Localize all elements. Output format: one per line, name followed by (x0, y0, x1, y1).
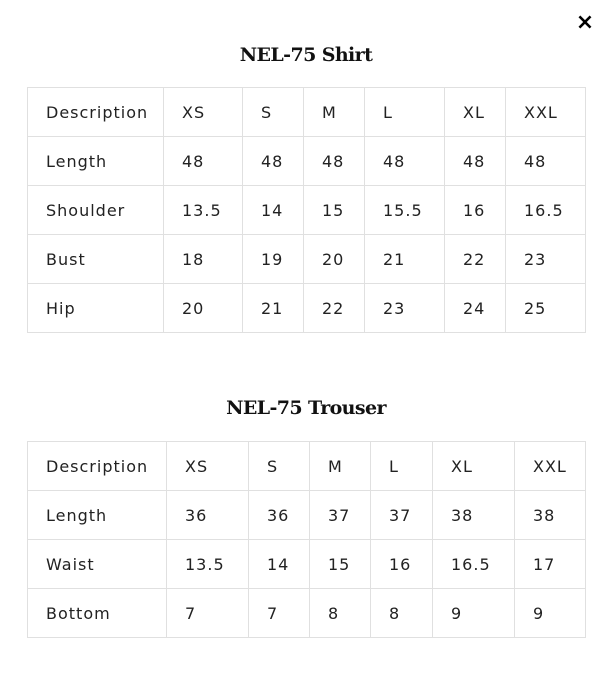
close-icon[interactable]: × (575, 10, 595, 35)
measurement-label-cell: Bottom (28, 589, 167, 638)
measurement-value-cell: 24 (445, 284, 506, 333)
measurement-value-cell: 38 (433, 491, 515, 540)
measurement-value-cell: 48 (164, 137, 243, 186)
measurement-value-cell: 16 (445, 186, 506, 235)
measurement-value-cell: 9 (433, 589, 515, 638)
measurement-value-cell: 8 (310, 589, 371, 638)
header-size-cell: M (310, 442, 371, 491)
measurement-value-cell: 14 (249, 540, 310, 589)
measurement-value-cell: 15 (310, 540, 371, 589)
header-size-cell: XL (445, 88, 506, 137)
measurement-value-cell: 36 (167, 491, 249, 540)
header-description-cell: Description (28, 88, 164, 137)
measurement-value-cell: 21 (243, 284, 304, 333)
header-size-cell: L (371, 442, 433, 491)
measurement-label-cell: Length (28, 491, 167, 540)
measurement-value-cell: 20 (304, 235, 365, 284)
measurement-value-cell: 16 (371, 540, 433, 589)
measurement-value-cell: 23 (365, 284, 445, 333)
header-size-cell: S (243, 88, 304, 137)
trouser-size-table (27, 441, 586, 638)
measurement-value-cell: 13.5 (164, 186, 243, 235)
header-size-cell: XS (164, 88, 243, 137)
table-row (28, 186, 586, 235)
measurement-value-cell: 16.5 (433, 540, 515, 589)
measurement-label-cell: Waist (28, 540, 167, 589)
table-row (28, 540, 586, 589)
table-row (28, 235, 586, 284)
header-size-cell: XL (433, 442, 515, 491)
measurement-value-cell: 48 (506, 137, 586, 186)
measurement-value-cell: 19 (243, 235, 304, 284)
header-description-cell: Description (28, 442, 167, 491)
measurement-value-cell: 48 (445, 137, 506, 186)
table-row (28, 284, 586, 333)
measurement-label-cell: Length (28, 137, 164, 186)
measurement-value-cell: 16.5 (506, 186, 586, 235)
measurement-label-cell: Hip (28, 284, 164, 333)
measurement-value-cell: 37 (310, 491, 371, 540)
measurement-value-cell: 22 (304, 284, 365, 333)
header-size-cell: L (365, 88, 445, 137)
measurement-value-cell: 48 (365, 137, 445, 186)
measurement-value-cell: 15 (304, 186, 365, 235)
measurement-value-cell: 22 (445, 235, 506, 284)
shirt-table-title: NEL-75 Shirt (239, 44, 373, 66)
measurement-value-cell: 13.5 (167, 540, 249, 589)
header-size-cell: M (304, 88, 365, 137)
measurement-value-cell: 9 (515, 589, 586, 638)
measurement-value-cell: 7 (167, 589, 249, 638)
trouser-table-title: NEL-75 Trouser (226, 397, 386, 419)
header-size-cell: XS (167, 442, 249, 491)
measurement-value-cell: 14 (243, 186, 304, 235)
header-size-cell: XXL (515, 442, 586, 491)
table-row (28, 589, 586, 638)
measurement-value-cell: 8 (371, 589, 433, 638)
measurement-label-cell: Bust (28, 235, 164, 284)
shirt-header-row (28, 88, 586, 137)
measurement-value-cell: 17 (515, 540, 586, 589)
measurement-value-cell: 18 (164, 235, 243, 284)
measurement-label-cell: Shoulder (28, 186, 164, 235)
trouser-header-row (28, 442, 586, 491)
shirt-size-table (27, 87, 586, 333)
measurement-value-cell: 36 (249, 491, 310, 540)
measurement-value-cell: 7 (249, 589, 310, 638)
measurement-value-cell: 25 (506, 284, 586, 333)
measurement-value-cell: 15.5 (365, 186, 445, 235)
header-size-cell: XXL (506, 88, 586, 137)
table-row (28, 137, 586, 186)
measurement-value-cell: 23 (506, 235, 586, 284)
measurement-value-cell: 21 (365, 235, 445, 284)
measurement-value-cell: 20 (164, 284, 243, 333)
table-row (28, 491, 586, 540)
measurement-value-cell: 38 (515, 491, 586, 540)
measurement-value-cell: 48 (243, 137, 304, 186)
measurement-value-cell: 37 (371, 491, 433, 540)
measurement-value-cell: 48 (304, 137, 365, 186)
header-size-cell: S (249, 442, 310, 491)
